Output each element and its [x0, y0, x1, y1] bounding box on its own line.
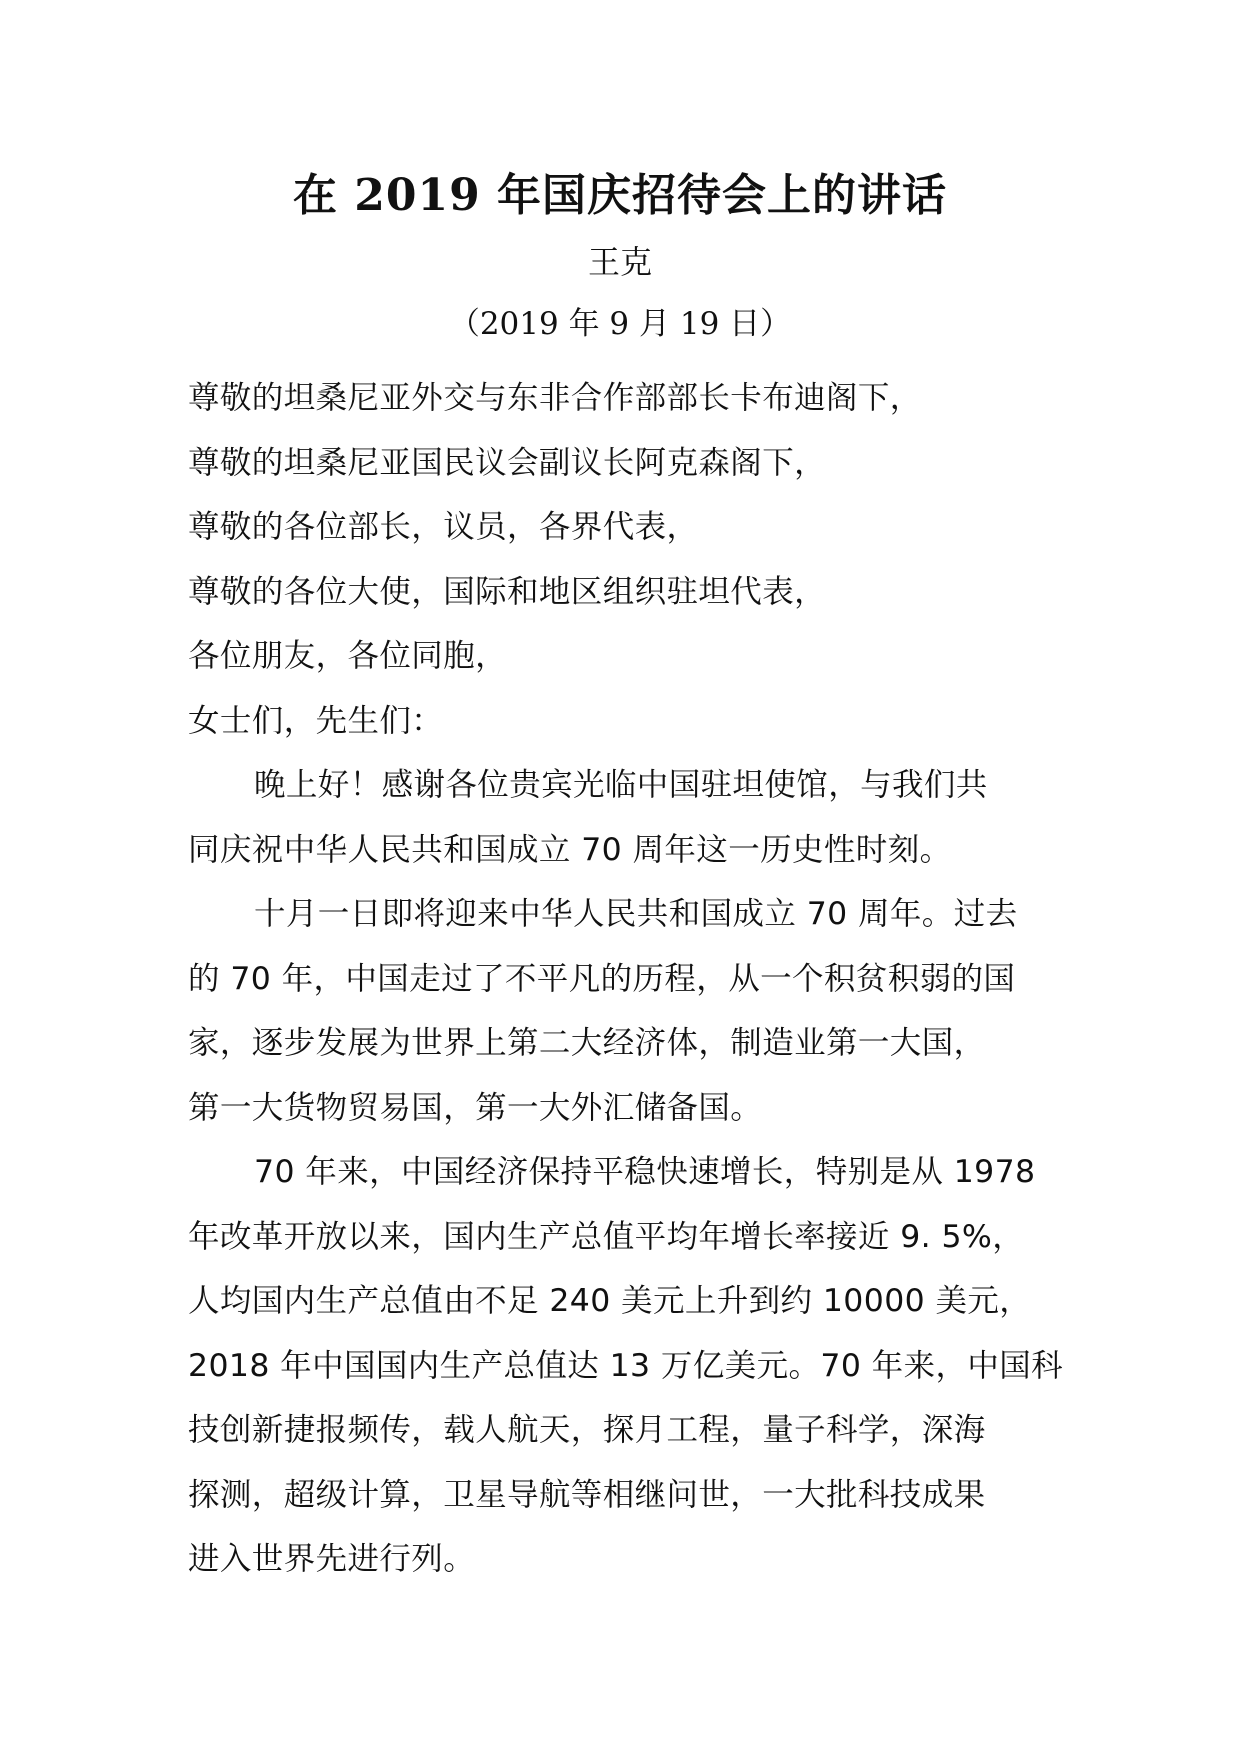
- paragraph-line: 第一大货物贸易国，第一大外汇储备国。: [188, 1089, 763, 1126]
- paragraph-line: 进入世界先进行列。: [188, 1541, 476, 1577]
- paragraph: [188, 753, 1068, 882]
- paragraph-line: 十月一日即将迎来中华人民共和国成立 70 周年。过去: [254, 896, 1018, 932]
- paragraph: [188, 1140, 1068, 1592]
- paragraph-line: 技创新捷报频传，载人航天，探月工程，量子科学，深海: [188, 1412, 986, 1448]
- salutation-line: 尊敬的坦桑尼亚外交与东非合作部部长卡布迪阁下，: [188, 380, 922, 416]
- salutation-line: 尊敬的各位部长，议员，各界代表，: [188, 509, 699, 545]
- salutation-line: 尊敬的各位大使，国际和地区组织驻坦代表，: [188, 573, 827, 610]
- paragraph-line: 70 年来，中国经济保持平稳快速增长，特别是从 1978: [254, 1154, 1036, 1190]
- salutation-line: 各位朋友，各位同胞，: [188, 638, 508, 674]
- paragraph: [188, 882, 1068, 1140]
- paragraph-line: 家，逐步发展为世界上第二大经济体，制造业第一大国，: [188, 1025, 986, 1061]
- paragraph-line: 2018 年中国国内生产总值达 13 万亿美元。70 年来，中国科: [188, 1347, 1064, 1384]
- salutation-line: 尊敬的坦桑尼亚国民议会副议长阿克森阁下，: [188, 444, 827, 481]
- document-title: 在 2019 年国庆招待会上的讲话: [292, 170, 948, 221]
- paragraph-line: 年改革开放以来，国内生产总值平均年增长率接近 9. 5%，: [188, 1218, 1025, 1255]
- speech-body: [188, 366, 1068, 1592]
- paragraph-line: 晚上好！感谢各位贵宾光临中国驻坦使馆，与我们共: [254, 767, 988, 803]
- paragraph-line: 同庆祝中华人民共和国成立 70 周年这一历史性时刻。: [188, 831, 952, 868]
- salutation-line: 女士们，先生们：: [188, 702, 444, 739]
- speech-date: （2019 年 9 月 19 日）: [448, 306, 792, 342]
- paragraph-line: 探测，超级计算，卫星导航等相继问世，一大批科技成果: [188, 1476, 986, 1513]
- paragraph-line: 人均国内生产总值由不足 240 美元上升到约 10000 美元，: [188, 1283, 1032, 1319]
- author-name: 王克: [587, 243, 652, 281]
- paragraph-line: 的 70 年，中国走过了不平凡的历程，从一个积贫积弱的国: [188, 960, 1016, 997]
